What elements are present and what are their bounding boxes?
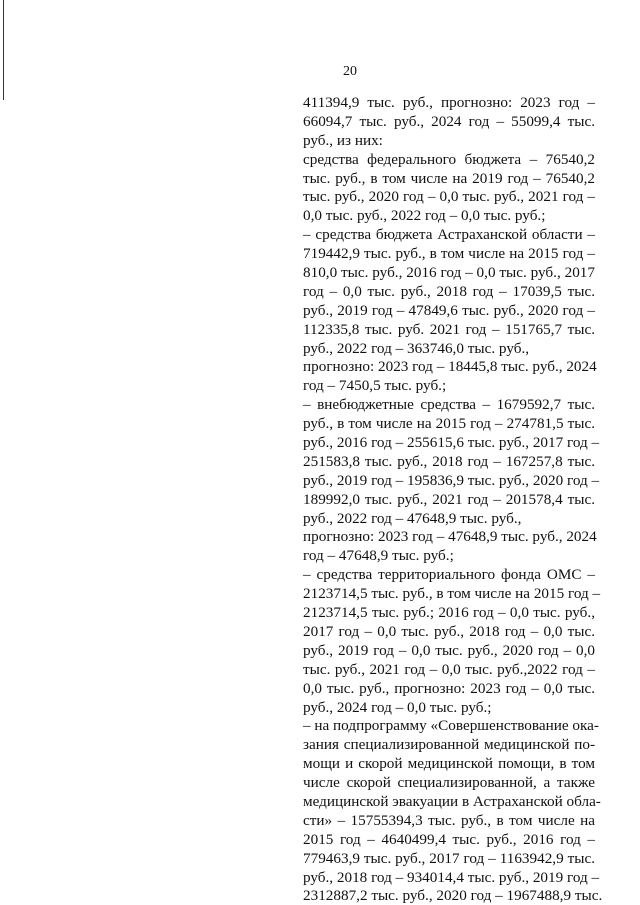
text-line: год – 47648,9 тыс. руб.;: [303, 547, 454, 565]
text-line: 189992,0 тыс. руб., 2021 год – 201578,4 тыс.: [303, 490, 595, 508]
text-line: 112335,8 тыс. руб. 2021 год – 151765,7 тыс.: [303, 320, 595, 338]
text-line: медицинской эвакуации в Астраханской обла-: [303, 792, 601, 810]
text-line: руб., из них:: [303, 131, 383, 149]
text-line: – средства бюджета Астраханской области –: [303, 226, 595, 244]
text-line: 66094,7 тыс. руб., 2024 год – 55099,4 тыс.: [303, 112, 595, 130]
text-line: тыс. руб., 2020 год – 0,0 тыс. руб., 2021 год –: [303, 188, 595, 206]
text-line: зания специализированной медицинской по-: [303, 736, 595, 754]
text-line: руб., 2022 год – 47648,9 тыс. руб.,: [303, 509, 522, 527]
text-line: прогнозно: 2023 год – 18445,8 тыс. руб., 2024: [303, 358, 597, 376]
text-line: 810,0 тыс. руб., 2016 год – 0,0 тыс. руб., 2017: [303, 264, 595, 282]
text-line: год – 7450,5 тыс. руб.;: [303, 377, 447, 395]
text-line: 2015 год – 4640499,4 тыс. руб., 2016 год –: [303, 830, 595, 848]
text-line: 779463,9 тыс. руб., 2017 год – 1163942,9 тыс.: [303, 849, 595, 867]
text-line: сти» – 15755394,3 тыс. руб., в том числе на: [303, 811, 595, 829]
text-line: руб., в том числе на 2015 год – 274781,5 тыс.: [303, 415, 595, 433]
text-line: руб., 2019 год – 0,0 тыс. руб., 2020 год – 0,0: [303, 641, 595, 659]
text-line: 0,0 тыс. руб., прогнозно: 2023 год – 0,0 тыс.: [303, 679, 595, 697]
text-line: руб., 2016 год – 255615,6 тыс. руб., 2017 год –: [303, 434, 600, 452]
text-line: руб., 2018 год – 934014,4 тыс. руб., 2019 год –: [303, 868, 600, 886]
text-line: 2123714,5 тыс. руб.; 2016 год – 0,0 тыс. руб.,: [303, 604, 595, 622]
text-line: 719442,9 тыс. руб., в том числе на 2015 год –: [303, 245, 595, 263]
text-line: 251583,8 тыс. руб., 2018 год – 167257,8 тыс.: [303, 452, 595, 470]
text-line: – внебюджетные средства – 1679592,7 тыс.: [303, 396, 595, 414]
text-line: руб., 2022 год – 363746,0 тыс. руб.,: [303, 339, 530, 357]
body-text: [303, 94, 603, 905]
text-line: мощи и скорой медицинской помощи, в том: [303, 755, 595, 773]
text-line: 2017 год – 0,0 тыс. руб., 2018 год – 0,0 тыс.: [303, 622, 595, 640]
text-line: тыс. руб., 2021 год – 0,0 тыс. руб.,2022 год –: [303, 660, 595, 678]
text-line: средства федерального бюджета – 76540,2: [303, 150, 595, 168]
text-line: прогнозно: 2023 год – 47648,9 тыс. руб., 2024: [303, 528, 597, 546]
text-line: руб., 2019 год – 195836,9 тыс. руб., 2020 год –: [303, 471, 600, 489]
text-line: руб., 2019 год – 47849,6 тыс. руб., 2020 год –: [303, 301, 595, 319]
text-line: руб., 2024 год – 0,0 тыс. руб.;: [303, 698, 492, 716]
text-line: 2123714,5 тыс. руб., в том числе на 2015 год –: [303, 585, 601, 603]
text-line: числе скорой специализированной, а также: [303, 774, 595, 792]
text-line: – на подпрограмму «Совершенствование ока-: [303, 717, 599, 735]
text-line: 0,0 тыс. руб., 2022 год – 0,0 тыс. руб.;: [303, 207, 546, 225]
text-line: тыс. руб., в том числе на 2019 год – 76540,2: [303, 169, 595, 187]
text-line: 411394,9 тыс. руб., прогнозно: 2023 год –: [303, 94, 595, 111]
text-line: 2312887,2 тыс. руб., 2020 год – 1967488,9 тыс.: [303, 887, 603, 905]
page-number: 20: [343, 64, 357, 79]
text-line: год – 0,0 тыс. руб., 2018 год – 17039,5 тыс.: [303, 282, 595, 300]
text-line: – средства территориального фонда ОМС –: [303, 566, 595, 584]
binding-edge-line: [3, 0, 4, 100]
